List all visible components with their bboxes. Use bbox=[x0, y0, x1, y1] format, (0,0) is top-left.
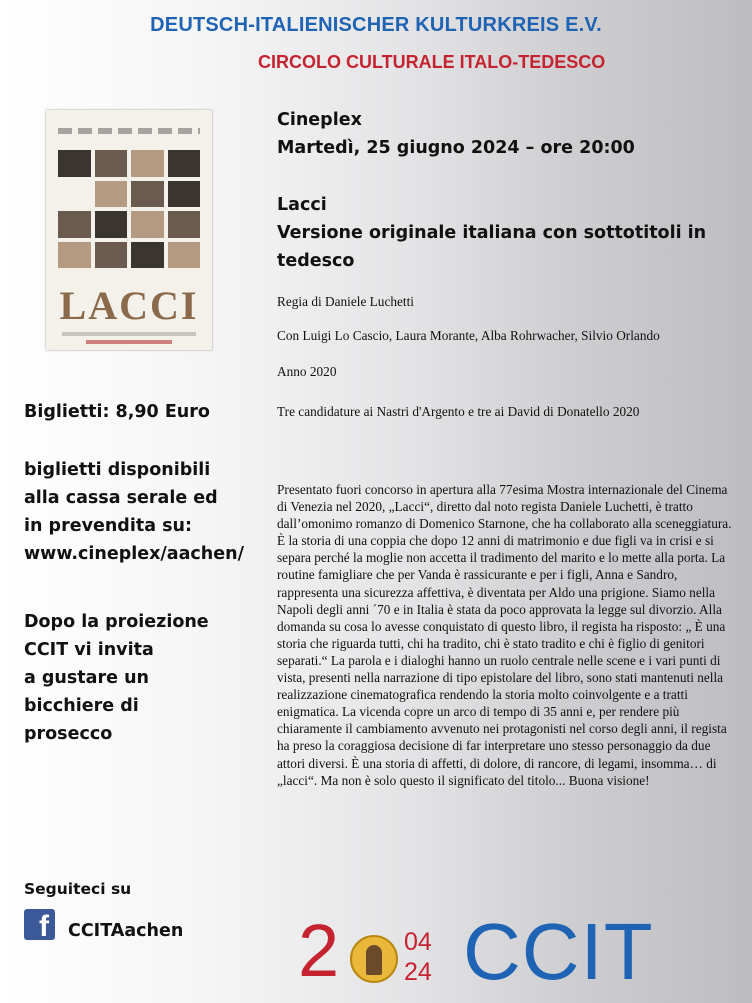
film-year: Anno 2020 bbox=[277, 364, 337, 379]
film-version: Versione originale italiana con sottotitoli in tedesco bbox=[277, 223, 707, 271]
facebook-page-name[interactable]: CCITAachen bbox=[68, 921, 184, 941]
note-line: CCIT vi invita bbox=[24, 640, 154, 660]
poster-cast-names bbox=[58, 128, 200, 134]
poster-credits bbox=[62, 332, 196, 336]
facebook-icon[interactable]: f bbox=[24, 909, 55, 940]
film-cast: Con Luigi Lo Cascio, Laura Morante, Alba Rohrwacher, Silvio Orlando bbox=[277, 328, 660, 343]
ticket-availability bbox=[24, 456, 244, 568]
film-title: Lacci bbox=[277, 195, 327, 215]
poster-release bbox=[86, 340, 172, 344]
note-line: bicchiere di bbox=[24, 696, 139, 716]
film-nominations: Tre candidature ai Nastri d'Argento e tre ai David di Donatello 2020 bbox=[277, 404, 640, 419]
film-director: Regia di Daniele Luchetti bbox=[277, 294, 414, 309]
ccit-logo-text: CCIT bbox=[463, 907, 654, 996]
poster-title: LACCI bbox=[59, 283, 199, 328]
ticket-line: in prevendita su: bbox=[24, 516, 192, 536]
header-title-it: CIRCOLO CULTURALE ITALO-TEDESCO bbox=[258, 52, 606, 72]
film-poster bbox=[46, 110, 212, 350]
ticket-price: Biglietti: 8,90 Euro bbox=[24, 402, 210, 422]
ticket-line: alla cassa serale ed bbox=[24, 488, 218, 508]
note-line: a gustare un bbox=[24, 668, 149, 688]
note-line: prosecco bbox=[24, 724, 113, 744]
logo-digit: 2 bbox=[298, 909, 340, 992]
event-datetime: Martedì, 25 giugno 2024 – ore 20:00 bbox=[277, 138, 635, 158]
logo-year-bottom: 24 bbox=[404, 958, 432, 986]
film-heading bbox=[277, 191, 737, 275]
header-title-de: DEUTSCH-ITALIENISCHER KULTURKREIS E.V. bbox=[150, 14, 602, 36]
event-venue: Cineplex bbox=[277, 110, 362, 130]
after-screening-note bbox=[24, 608, 209, 748]
event-venue-date bbox=[277, 106, 635, 162]
ticket-url[interactable]: www.cineplex/aachen/ bbox=[24, 544, 244, 564]
note-line: Dopo la proiezione bbox=[24, 612, 209, 632]
follow-us-label: Seguiteci su bbox=[24, 880, 132, 898]
logo-year-top: 04 bbox=[404, 928, 432, 956]
poster-photo-grid bbox=[58, 150, 200, 268]
film-description: Presentato fuori concorso in apertura alla 77esima Mostra internazionale del Cinema di Venezia nel 2020, „Lacci“, diretto dal noto regista Daniele Luchetti, è tratto dall’omonimo romanzo di Domenico Starnone, che ha collaborato alla sceneggiatura. È la storia di una coppia che dopo 12 anni di matrimonio e due figli va in crisi e si separa perché la moglie non accetta il tradimento del marito e lo mette alla porta. La routine famigliare che per Vanda è rassicurante e per i figli, Anna e Sandro, rappresenta una sicurezza affettiva, è diventata per Aldo una prigione. Siamo nella Napoli degli anni ´70 e in Italia è stata da poco approvata la legge sul divorzio. Alla domanda su cosa lo avesse conquistato di questo libro, il regista ha risposto: „ È una storia che riguarda tutti, chi ha tradito, chi è stato tradito e chi è figlio di genitori separati.“ La parola e i dialoghi hanno un ruolo centrale nelle scene e i vari punti di vista, presenti nella narrazione di tipo epistolare del libro, sono stati mantenuti nella realizzazione cinematografica rendendo la storia molto coinvolgente e a tratti enigmatica. La vicenda copre un arco di tempo di 35 anni e, per rendere più chiaramente il cambiamento avvenuto nei protagonisti nel corso degli anni, il regista ha preso la coraggiosa decisione di far interpretare uno stesso personaggio da due attori diversi. È una storia di affetti, di dolore, di rancore, di legami, insomma… di „lacci“. Ma non è solo questo il significato del titolo... Buona visione! bbox=[277, 482, 732, 788]
ticket-line: biglietti disponibili bbox=[24, 460, 211, 480]
emblem-icon bbox=[350, 935, 398, 983]
